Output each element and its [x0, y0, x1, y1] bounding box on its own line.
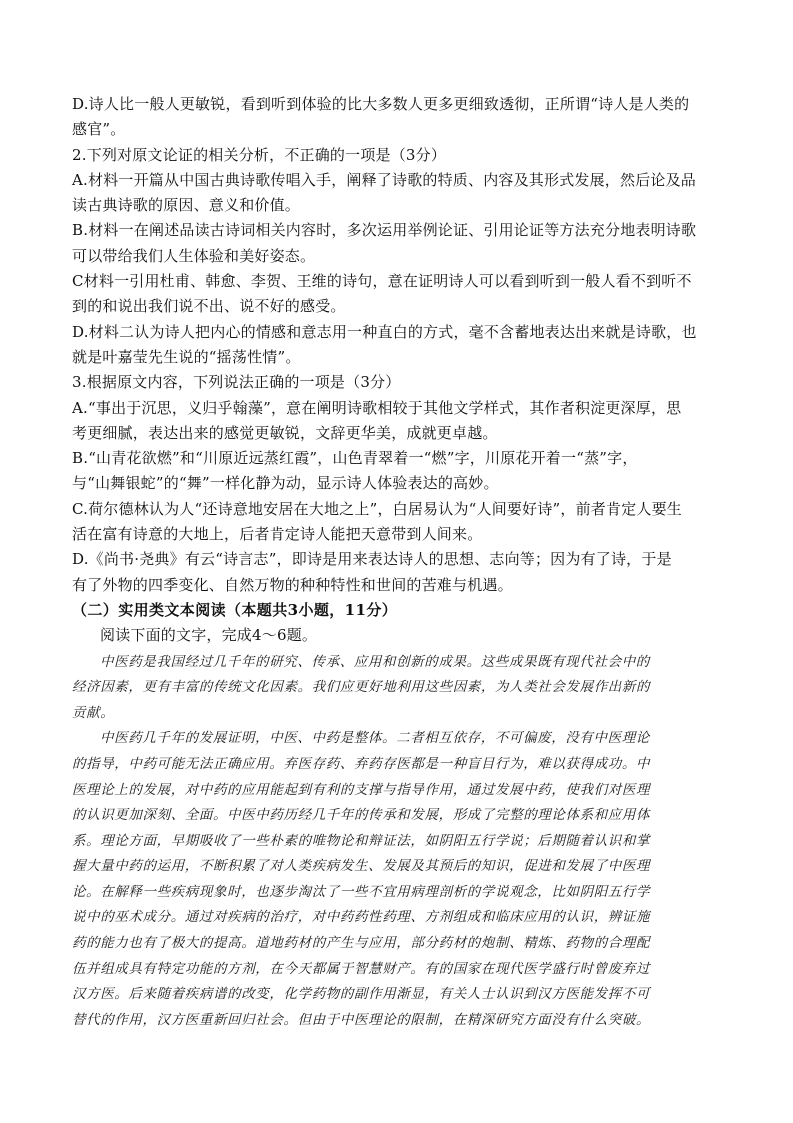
q3-option-c-line-2: 活在富有诗意的大地上，后者肯定诗人能把天意带到人间来。	[72, 525, 483, 544]
passage-line: 说中的巫术成分。通过对疾病的治疗，对中药药性药理、方剂组成和临床应用的认识，辨证施	[72, 909, 651, 926]
question-block	[72, 92, 722, 598]
passage-line: 中医药几千年的发展证明，中医、中药是整体。二者相互依存，不可偏废，没有中医理论	[100, 730, 650, 747]
q3-option-a-line-2: 考更细腻，表达出来的感觉更敏锐，文辞更华美，成就更卓越。	[72, 423, 498, 442]
q2-option-d-line-2: 就是叶嘉莹先生说的“摇荡性情”。	[72, 347, 301, 366]
q2-option-c-line-2: 到的和说出我们说不出、说不好的感受。	[72, 297, 346, 316]
passage-line: 医理论上的发展，对中药的应用能起到有利的支撑与指导作用，通过发展中药，使我们对医理	[72, 781, 651, 798]
passage-line: 伍并组成具有特定功能的方剂，在今天都属于智慧财产。有的国家在现代医学盛行时曾废弃过	[72, 960, 651, 977]
q3-option-d-line-2: 有了外物的四季变化、自然万物的种种特性和世间的苦难与机遇。	[72, 575, 513, 594]
q3-option-b-line-1: B.“山青花欲燃”和“川原近远蒸红霞”，山色青翠着一“燃”字，川原花开着一“蒸”字，	[72, 449, 638, 468]
q2-option-a-line-2: 读古典诗歌的原因、意义和价值。	[72, 196, 301, 215]
passage-line: 替代的作用，汉方医重新回归社会。但由于中医理论的限制，在精深研究方面没有什么突破。	[72, 1011, 651, 1028]
q2-option-b-line-1: B.材料一在阐述品读古诗词相关内容时，多次运用举例论证、引用论证等方法充分地表明诗歌	[72, 221, 697, 240]
option-d-line-1: D.诗人比一般人更敏锐，看到听到体验的比大多数人更多更细致透彻，正所谓“诗人是人类的	[72, 95, 690, 113]
passage-line: 贡献。	[72, 704, 115, 721]
q3-option-d-line-1: D.《尚书·尧典》有云“诗言志”，即诗是用来表达诗人的思想、志向等；因为有了诗，于是	[72, 550, 672, 569]
q2-option-d-line-1: D.材料二认为诗人把内心的情感和意志用一种直白的方式，毫不含蓄地表达出来就是诗歌，也	[72, 322, 697, 341]
question-2-stem: 2.下列对原文论证的相关分析，不正确的一项是（3分）	[72, 145, 447, 164]
passage-line: 的指导，中药可能无法正确应用。弃医存药、弃药存医都是一种盲目行为，难以获得成功。中	[72, 755, 651, 772]
passage-line: 经济因素，更有丰富的传统文化因素。我们应更好地利用这些因素，为人类社会发展作出新的	[72, 679, 651, 696]
q3-option-a-line-1: A.“事出于沉思，义归乎翰藻”，意在阐明诗歌相较于其他文学样式，其作者积淀更深厚，思	[72, 398, 682, 417]
passage-line: 的认识更加深刻、全面。中医中药历经几千年的传承和发展，形成了完整的理论体系和应用体	[72, 807, 651, 824]
passage-line: 汉方医。后来随着疾病谱的改变，化学药物的副作用渐显，有关人士认识到汉方医能发挥不可	[72, 986, 651, 1003]
reading-passage	[72, 650, 722, 1034]
passage-line: 握大量中药的运用，不断积累了对人类疾病发生、发展及其预后的知识，促进和发展了中医理	[72, 858, 651, 875]
passage-line: 系。理论方面，早期吸收了一些朴素的唯物论和辩证法，如阴阳五行学说；后期随着认识和掌	[72, 832, 651, 849]
q2-option-a-line-1: A.材料一开篇从中国古典诗歌传唱入手，阐释了诗歌的特质、内容及其形式发展，然后论及品	[72, 170, 697, 189]
question-3-stem: 3.根据原文内容，下列说法正确的一项是（3分）	[72, 373, 401, 392]
reading-instruction: 阅读下面的文字，完成4～6题。	[100, 626, 318, 645]
q3-option-b-line-2: 与“山舞银蛇”的“舞”一样化静为动，显示诗人体验表达的高妙。	[72, 474, 499, 493]
section-heading: （二）实用类文本阅读（本题共3小题，11分）	[72, 600, 398, 619]
option-d-line-2: 感官”。	[72, 120, 126, 139]
document-page	[72, 92, 722, 1033]
q2-option-c-line-1: C材料一引用杜甫、韩愈、李贺、王维的诗句，意在证明诗人可以看到听到一般人看不到听不	[72, 272, 692, 291]
passage-line: 药的能力也有了极大的提高。道地药材的产生与应用，部分药材的炮制、精炼、药物的合理配	[72, 935, 651, 952]
q2-option-b-line-2: 可以带给我们人生体验和美好姿态。	[72, 246, 316, 265]
passage-line: 论。在解释一些疾病现象时，也逐步淘汰了一些不宜用病理剖析的学说观念，比如阴阳五行学	[72, 883, 651, 900]
q3-option-c-line-1: C.荷尔德林认为人“还诗意地安居在大地之上”，白居易认为“人间要好诗”，前者肯定人要生	[72, 499, 682, 518]
passage-line: 中医药是我国经过几千年的研究、传承、应用和创新的成果。这些成果既有现代社会中的	[100, 653, 650, 670]
